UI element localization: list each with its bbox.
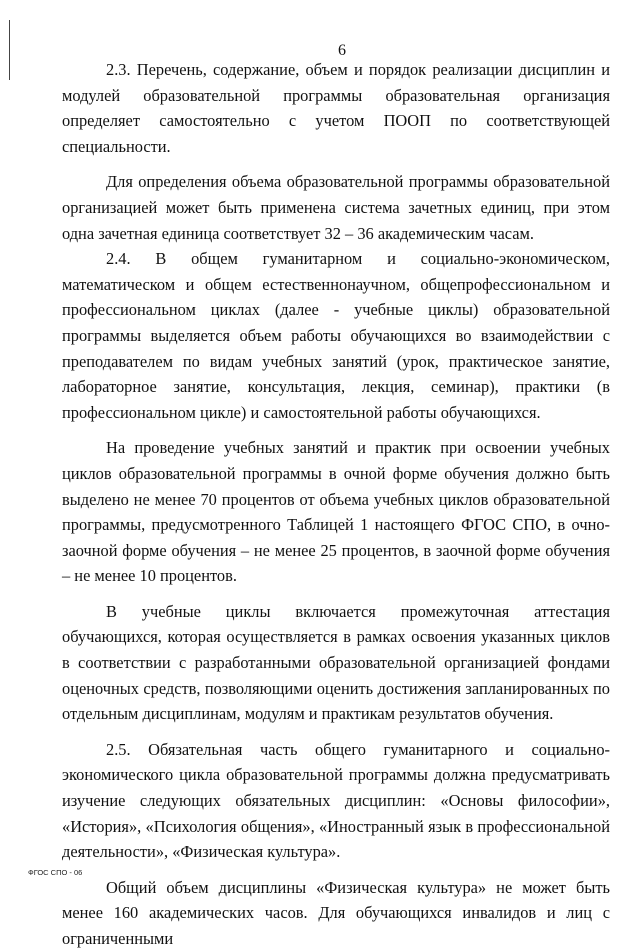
- paragraph-attestation: В учебные циклы включается промежуточная аттестация обучающихся, которая осуществляется в рамках освоения указанных циклов в соответствии с разработанными образовательной организацией фондами оценочных средств, позволяющими оценить достижения запланированных по отдельным дисциплинам, модулям и практикам результатов обучения.: [62, 601, 610, 724]
- paragraph-2-4: 2.4. В общем гуманитарном и социально-экономическом, математическом и общем естественнонаучном, общепрофессиональном и профессиональном циклах (далее - учебные циклы) образовательной программы выделяется объем работы обучающихся во взаимодействии с преподавателем по видам учебных занятий (урок, практическое занятие, лабораторное занятие, консультация, лекция, семинар), практики (в профессиональном цикле) и самостоятельной работы обучающихся.: [62, 249, 610, 422]
- page-number: 6: [338, 42, 346, 59]
- footer-label: ФГОС СПО - 06: [28, 868, 83, 877]
- paragraph-physical-culture: Общий объем дисциплины «Физическая культура» не может быть менее 160 академических часов. Для обучающихся инвалидов и лиц с ограниченными: [62, 877, 610, 948]
- document-body: [62, 57, 610, 952]
- paragraph-2-3: 2.3. Перечень, содержание, объем и порядок реализации дисциплин и модулей образовательной программы образовательная организация определяет самостоятельно с учетом ПООП по соответствующей специальности.: [62, 60, 610, 156]
- paragraph-2-5: 2.5. Обязательная часть общего гуманитарного и социально-экономического цикла образовательной программы должна предусматривать изучение следующих обязательных дисциплин: «Основы философии», «История», «Психология общения», «Иностранный язык в профессиональной деятельности», «Физическая культура».: [62, 739, 610, 862]
- paragraph-study-hours: На проведение учебных занятий и практик при освоении учебных циклов образовательной программы в очной форме обучения должно быть выделено не менее 70 процентов от объема учебных циклов образовательной программы, предусмотренного Таблицей 1 настоящего ФГОС СПО, в очно-заочной форме обучения – не менее 25 процентов, в заочной форме обучения – не менее 10 процентов.: [62, 438, 610, 586]
- paragraph-credit-units: Для определения объема образовательной программы образовательной организацией может быть применена система зачетных единиц, при этом одна зачетная единица соответствует 32 – 36 академическим часам.: [62, 172, 610, 243]
